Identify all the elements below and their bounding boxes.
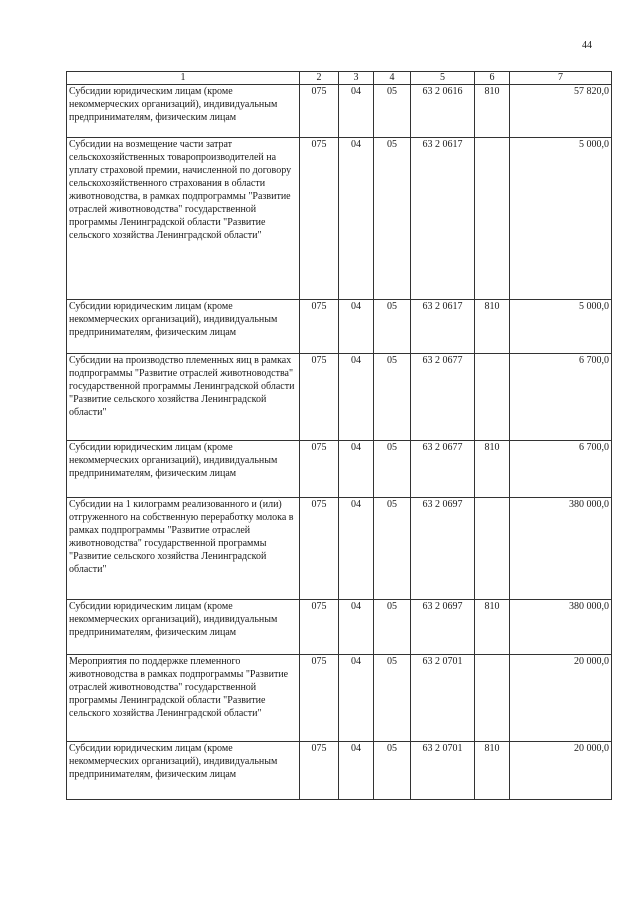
cell-ministry: 075 [300, 300, 339, 354]
cell-amount: 20 000,0 [510, 655, 612, 742]
row-name: Субсидии юридическим лицам (кроме некоммерческих организаций), индивидуальным предпринимателям, физическим лицам [67, 600, 300, 655]
table-row [67, 655, 612, 742]
table-row [67, 85, 612, 138]
table-row [67, 498, 612, 600]
cell-target-item: 63 2 0701 [411, 742, 475, 800]
row-name: Субсидии на производство племенных яиц в рамках подпрограммы "Развитие отраслей животноводства" государственной программы Ленинградской области "Развитие сельского хозяйства Ленинградской области" [67, 354, 300, 441]
table-header-row [67, 72, 612, 85]
row-name: Субсидии юридическим лицам (кроме некоммерческих организаций), индивидуальным предпринимателям, физическим лицам [67, 441, 300, 498]
cell-subsection: 05 [374, 742, 411, 800]
cell-expense-type: 810 [475, 85, 510, 138]
cell-amount: 20 000,0 [510, 742, 612, 800]
cell-expense-type [475, 138, 510, 300]
cell-amount: 380 000,0 [510, 498, 612, 600]
column-header: 7 [510, 72, 612, 85]
cell-amount: 380 000,0 [510, 600, 612, 655]
cell-subsection: 05 [374, 354, 411, 441]
column-header: 5 [411, 72, 475, 85]
page-number: 44 [582, 40, 592, 51]
row-name: Субсидии юридическим лицам (кроме некоммерческих организаций), индивидуальным предпринимателям, физическим лицам [67, 300, 300, 354]
table-row [67, 138, 612, 300]
table-row [67, 600, 612, 655]
cell-amount: 57 820,0 [510, 85, 612, 138]
cell-amount: 5 000,0 [510, 138, 612, 300]
cell-ministry: 075 [300, 85, 339, 138]
cell-expense-type [475, 498, 510, 600]
cell-subsection: 05 [374, 655, 411, 742]
cell-expense-type: 810 [475, 300, 510, 354]
budget-table [66, 71, 612, 800]
cell-subsection: 05 [374, 600, 411, 655]
cell-subsection: 05 [374, 441, 411, 498]
cell-ministry: 075 [300, 498, 339, 600]
cell-subsection: 05 [374, 138, 411, 300]
row-name: Субсидии юридическим лицам (кроме некоммерческих организаций), индивидуальным предпринимателям, физическим лицам [67, 85, 300, 138]
cell-section: 04 [339, 354, 374, 441]
cell-section: 04 [339, 498, 374, 600]
cell-expense-type: 810 [475, 600, 510, 655]
cell-ministry: 075 [300, 138, 339, 300]
cell-amount: 6 700,0 [510, 441, 612, 498]
cell-expense-type: 810 [475, 441, 510, 498]
cell-section: 04 [339, 138, 374, 300]
cell-amount: 6 700,0 [510, 354, 612, 441]
cell-section: 04 [339, 742, 374, 800]
cell-target-item: 63 2 0697 [411, 600, 475, 655]
column-header: 6 [475, 72, 510, 85]
cell-amount: 5 000,0 [510, 300, 612, 354]
row-name: Субсидии на возмещение части затрат сельскохозяйственных товаропроизводителей на уплату страховой премии, начисленной по договору сельскохозяйственного страхования в области животноводства, в рамках подпрограммы "Развитие отраслей животноводства" государственной программы Ленинградской области "Развитие сельского хозяйства Ленинградской области" [67, 138, 300, 300]
cell-expense-type: 810 [475, 742, 510, 800]
cell-ministry: 075 [300, 441, 339, 498]
table-row [67, 441, 612, 498]
cell-expense-type [475, 354, 510, 441]
cell-subsection: 05 [374, 85, 411, 138]
cell-section: 04 [339, 600, 374, 655]
cell-ministry: 075 [300, 742, 339, 800]
cell-section: 04 [339, 655, 374, 742]
cell-expense-type [475, 655, 510, 742]
column-header: 1 [67, 72, 300, 85]
cell-section: 04 [339, 441, 374, 498]
cell-target-item: 63 2 0617 [411, 138, 475, 300]
cell-subsection: 05 [374, 498, 411, 600]
cell-target-item: 63 2 0701 [411, 655, 475, 742]
row-name: Субсидии на 1 килограмм реализованного и (или) отгруженного на собственную переработку молока в рамках подпрограммы "Развитие отраслей животноводства" государственной программы "Развитие сельского хозяйства Ленинградской области" [67, 498, 300, 600]
cell-target-item: 63 2 0677 [411, 354, 475, 441]
cell-target-item: 63 2 0616 [411, 85, 475, 138]
cell-section: 04 [339, 85, 374, 138]
column-header: 2 [300, 72, 339, 85]
cell-target-item: 63 2 0677 [411, 441, 475, 498]
row-name: Субсидии юридическим лицам (кроме некоммерческих организаций), индивидуальным предпринимателям, физическим лицам [67, 742, 300, 800]
cell-ministry: 075 [300, 354, 339, 441]
row-name: Мероприятия по поддержке племенного животноводства в рамках подпрограммы "Развитие отраслей животноводства" государственной программы Ленинградской области "Развитие сельского хозяйства Ленинградской области" [67, 655, 300, 742]
cell-ministry: 075 [300, 655, 339, 742]
table-row [67, 354, 612, 441]
column-header: 4 [374, 72, 411, 85]
cell-target-item: 63 2 0697 [411, 498, 475, 600]
cell-subsection: 05 [374, 300, 411, 354]
table-row [67, 300, 612, 354]
table-row [67, 742, 612, 800]
cell-section: 04 [339, 300, 374, 354]
cell-ministry: 075 [300, 600, 339, 655]
column-header: 3 [339, 72, 374, 85]
cell-target-item: 63 2 0617 [411, 300, 475, 354]
